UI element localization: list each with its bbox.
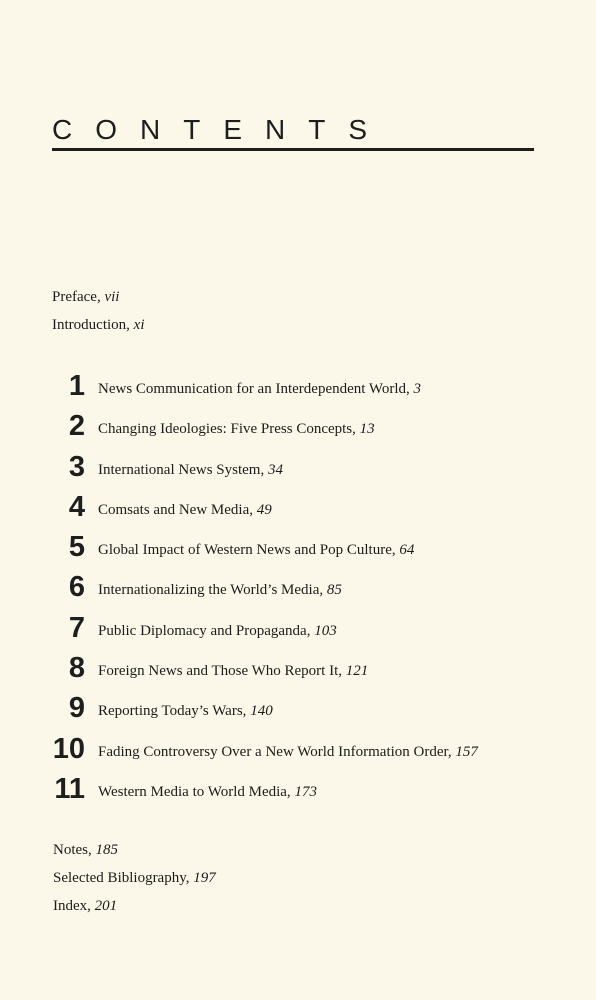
back-matter-item[interactable] (53, 864, 216, 892)
entry-page: 197 (193, 870, 216, 886)
entry-page: 185 (95, 842, 118, 858)
chapter-entry[interactable] (52, 366, 572, 406)
entry-label: Notes, (53, 842, 92, 858)
chapter-page: 103 (314, 622, 337, 639)
chapter-title: Global Impact of Western News and Pop Culture, (98, 542, 396, 559)
front-matter-item[interactable] (52, 283, 144, 311)
chapter-number: 2 (68, 410, 85, 443)
chapter-page: 49 (256, 501, 272, 518)
chapter-number: 9 (68, 692, 85, 725)
back-matter-item[interactable] (53, 892, 216, 920)
chapter-number: 8 (68, 652, 85, 685)
chapter-entry[interactable] (52, 688, 572, 728)
chapter-page: 34 (267, 461, 283, 478)
chapter-page: 13 (359, 421, 375, 438)
chapter-number: 4 (68, 490, 85, 523)
chapter-entry[interactable] (52, 769, 572, 809)
chapter-number: 3 (68, 450, 85, 483)
chapter-entry[interactable] (52, 447, 572, 487)
chapter-entry[interactable] (52, 487, 572, 527)
chapter-list (52, 366, 572, 809)
entry-page: xi (133, 317, 145, 333)
chapter-title: Foreign News and Those Who Report It, (98, 663, 342, 680)
chapter-title: Western Media to World Media, (98, 783, 291, 800)
chapter-title: International News System, (98, 461, 265, 478)
chapter-title: Comsats and New Media, (98, 501, 253, 518)
entry-label: Index, (53, 898, 91, 914)
page-title: CONTENTS (52, 114, 390, 145)
entry-label: Selected Bibliography, (53, 870, 190, 886)
chapter-page: 64 (399, 542, 415, 559)
back-matter-list (53, 836, 216, 920)
chapter-number: 5 (68, 531, 85, 564)
chapter-page: 140 (250, 703, 273, 720)
entry-label: Preface, (52, 289, 101, 305)
chapter-title: Changing Ideologies: Five Press Concepts, (98, 421, 356, 438)
entry-page: vii (104, 289, 120, 305)
chapter-title: News Communication for an Interdependent World, (98, 381, 410, 397)
chapter-page: 3 (413, 381, 422, 397)
chapter-entry[interactable] (52, 406, 572, 446)
chapter-number: 7 (68, 611, 85, 644)
entry-label: Introduction, (52, 317, 130, 333)
chapter-entry[interactable] (52, 527, 572, 567)
chapter-number: 11 (54, 772, 85, 805)
chapter-number: 1 (68, 370, 85, 402)
chapter-page: 173 (294, 783, 317, 800)
front-matter-list (52, 283, 144, 339)
chapter-page: 157 (455, 743, 478, 760)
chapter-entry[interactable] (52, 648, 572, 688)
chapter-title: Internationalizing the World’s Media, (98, 582, 324, 599)
chapter-page: 121 (345, 663, 369, 680)
front-matter-item[interactable] (52, 311, 144, 339)
chapter-number: 10 (52, 732, 85, 765)
chapter-entry[interactable] (52, 729, 572, 769)
chapter-entry[interactable] (52, 567, 572, 607)
chapter-page: 85 (326, 582, 342, 599)
chapter-title: Reporting Today’s Wars, (98, 703, 247, 720)
chapter-title: Fading Controversy Over a New World Information Order, (98, 743, 452, 760)
back-matter-item[interactable] (53, 836, 216, 864)
chapter-title: Public Diplomacy and Propaganda, (98, 622, 311, 639)
entry-page: 201 (94, 898, 118, 914)
chapter-number: 6 (68, 571, 85, 604)
chapter-entry[interactable] (52, 608, 572, 648)
title-rule (52, 148, 534, 151)
